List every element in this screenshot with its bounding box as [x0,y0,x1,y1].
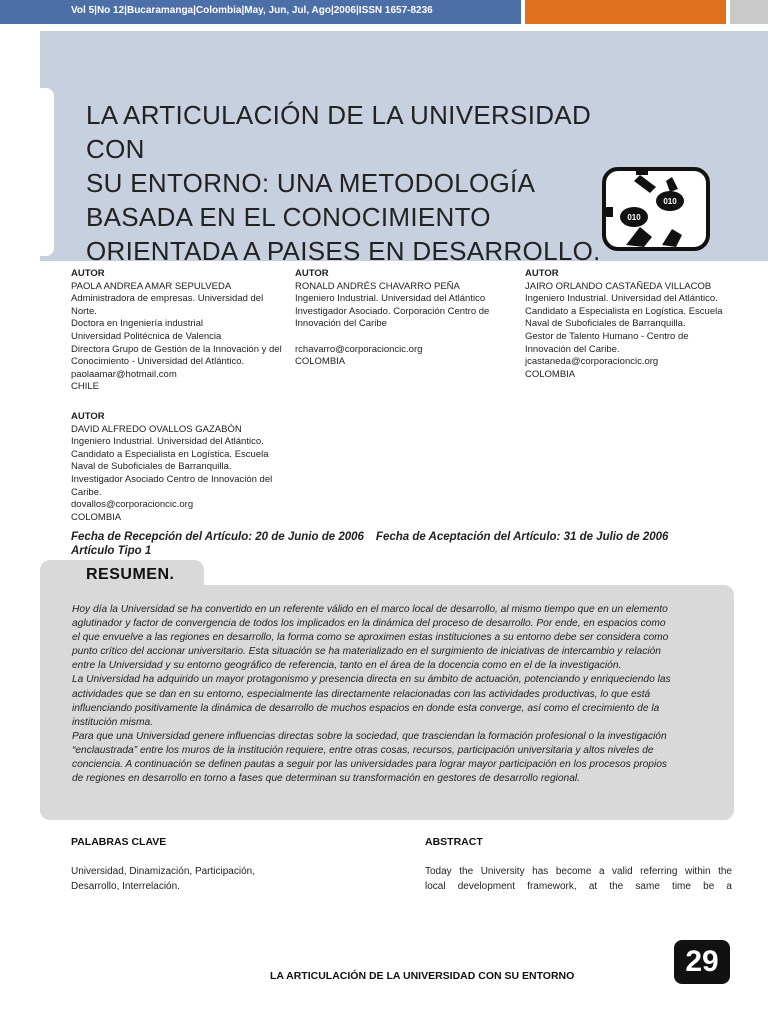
keywords-line: Desarrollo, Interrelación. [71,880,180,892]
author-role: AUTOR [295,268,329,279]
author-block [525,268,723,381]
author-name: PAOLA ANDREA AMAR SEPULVEDA [71,280,232,292]
resumen-line: actividades que se dan en su entorno, especialmente las directamente relacionadas con las actividades productivas, lo que está [72,688,651,700]
acceptance-date: Fecha de Aceptación del Artículo: 31 de Julio de 2006 [375,531,669,543]
keywords-text [71,865,255,894]
author-line: Investigador Asociado Centro de Innovación del [71,473,273,485]
author-line: Ingeniero Industrial. Universidad del Atlántico. [525,293,718,305]
author-line: Investigador Asociado. Corporación Centro de [295,305,490,317]
keywords-line: Universidad, Dinamización, Participación, [71,866,255,877]
resumen-heading: RESUMEN. [86,566,175,583]
resumen-line: La Universidad ha adquirido un mayor protagonismo y presencia directa en su ámbito de actuación, potenciando y enriqueciendo las [72,674,671,686]
resumen-line: punto crítico del accionar universitario. Esta situación se ha materializado en el surgimiento de iniciativas de intercambio y relación [72,646,661,658]
resumen-line: “enclaustrada” entre los muros de la institución requiere, entre otras cosas, recursos, participación universitaria y altos niveles de [72,744,654,756]
author-line: Administradora de empresas. Universidad del [71,293,264,305]
author-line: Conocimiento - Universidad del Atlántico. [71,356,245,368]
author-line: Ingeniero Industrial. Universidad del Atlántico. [71,436,264,448]
resumen-line: Hoy día la Universidad se ha convertido en un referente válido en el marco local de desarrollo, al mismo tiempo que en un elemento [72,604,668,615]
author-country: CHILE [71,381,99,393]
author-country: COLOMBIA [295,356,346,368]
author-line: Caribe. [71,486,102,498]
top-bar-orange-segment [525,0,726,24]
resumen-line: conciencia. A continuación se definen pautas a seguir por las universidades para lograr mayor participación en los procesos propios [72,759,667,771]
author-role: AUTOR [71,268,105,279]
author-email: dovallos@corporacioncic.org [71,499,194,511]
resumen-line: el que envuelve a las regiones en desarrollo, la forma como se aproximen estas instituciones a su entorno debe ser considera como [72,632,669,644]
resumen-line: entre la Universidad y su entorno geográfico de referencia, tanto en el área de la docencia como en el de la investigación. [72,660,622,672]
author-line: Directora Grupo de Gestión de la Innovación y del [71,343,282,355]
issue-line: Vol 5|No 12|Bucaramanga|Colombia|May, Jun, Jul, Ago|2006|ISSN 1657-8236 [71,5,433,16]
author-email: paolaamar@hotmail.com [71,368,177,380]
author-block [71,411,272,524]
author-block [71,268,282,394]
author-line: Innovación del Caribe [295,318,387,330]
abstract-heading: ABSTRACT [425,836,483,848]
author-line: Candidato a Especialista en Logística. Escuela [525,305,723,317]
author-line: Naval de Suboficiales de Barranquilla. [525,318,686,330]
logo-label: 010 [627,213,641,222]
article-dates [71,530,668,558]
title-line: LA ARTICULACIÓN DE LA UNIVERSIDAD CON [86,100,592,164]
resumen-line: de regiones en desarrollo en torno a fases que determinan su transformación en gestores de desarrollo regional. [72,773,580,785]
running-title: LA ARTICULACIÓN DE LA UNIVERSIDAD CON SU ENTORNO [270,970,575,982]
author-country: COLOMBIA [525,368,576,380]
article-type: Artículo Tipo 1 [71,545,152,557]
author-name: JAIRO ORLANDO CASTAÑEDA VILLACOB [525,280,712,292]
author-line: Universidad Politécnica de Valencia [71,330,222,342]
author-role: AUTOR [525,268,559,279]
article-title [86,98,606,268]
resumen-line: influenciando positivamente la dinámica de desarrollo de muchos espacios en donde esta converge, así como el crecimiento de la [72,702,660,714]
author-name: RONALD ANDRÉS CHAVARRO PEÑA [295,280,460,292]
title-line: ORIENTADA A PAISES EN DESARROLLO. [86,236,601,266]
author-email: jcastaneda@corporacioncic.org [525,356,659,368]
resumen-line: aglutinador y factor de convergencia de todos los implicados en la dinámica del proceso de desarrollo. Por ende, en espacios como [72,618,666,630]
title-line: SU ENTORNO: UNA METODOLOGÍA [86,168,536,198]
left-tab [0,88,54,256]
author-line: Ingeniero Industrial. Universidad del Atlántico [295,293,486,305]
author-name: DAVID ALFREDO OVALLOS GAZABÓN [71,423,242,435]
title-line: BASADA EN EL CONOCIMIENTO [86,202,491,232]
author-line: Innovación del Caribe. [525,343,620,355]
author-line: Gestor de Talento Humano - Centro de [525,330,689,342]
author-email: rchavarro@corporacioncic.org [295,343,423,355]
author-block [295,268,489,369]
author-line: Naval de Suboficiales de Barranquilla. [71,461,232,473]
reception-date: Fecha de Recepción del Artículo: 20 de Junio de 2006 [71,531,364,543]
resumen-line: Para que una Universidad genere influencias directas sobre la sociedad, que trasciendan la formación profesional o la investigación [72,730,667,742]
resumen-line: institución misma. [72,716,153,728]
logo-label: 010 [663,197,677,206]
resumen-text [72,603,714,786]
author-country: COLOMBIA [71,511,122,523]
top-color-bar [0,0,768,24]
abstract-line: local development framework, at the same time be a [425,880,732,892]
author-line: Candidato a Especialista en Logística. Escuela [71,448,269,460]
top-bar-gray-segment [730,0,768,24]
abstract-text [425,865,732,894]
author-line: Norte. [71,305,97,317]
abstract-line: Today the University has become a valid referring within the [425,866,732,877]
keywords-heading: PALABRAS CLAVE [71,836,167,848]
page-number: 29 [674,940,730,984]
author-line: Doctora en Ingeniería industrial [71,318,204,330]
author-role: AUTOR [71,411,105,422]
author-line [295,331,489,344]
binary-chip-icon [600,165,712,253]
